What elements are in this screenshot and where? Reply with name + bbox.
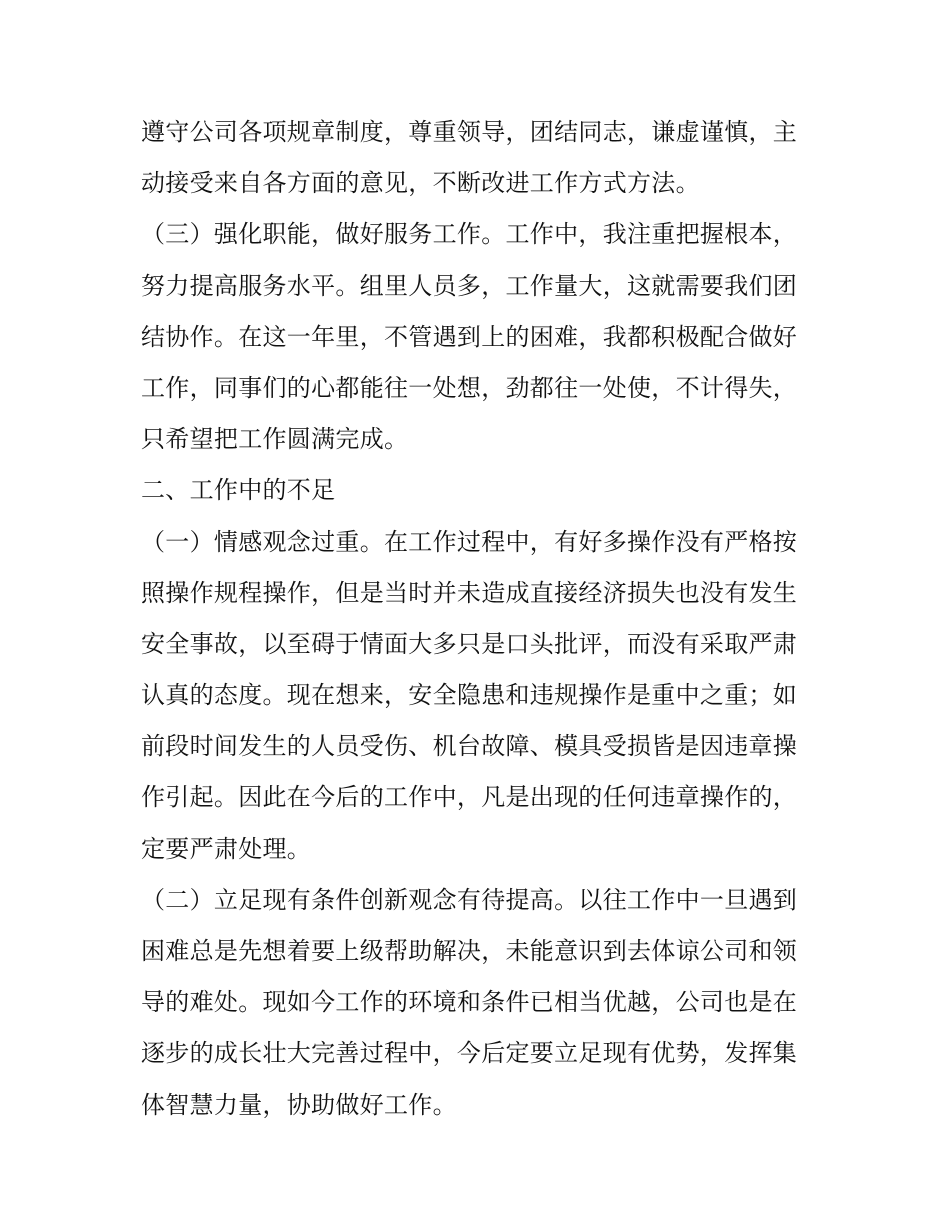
text-line-9: （一）情感观念过重。在工作过程中，有好多操作没有严格按 [141,527,798,556]
text-line-1: 遵守公司各项规章制度，尊重领导，团结同志，谦虚谨慎，主 [141,118,798,146]
text-line-20: 体智慧力量，协助做好工作。 [141,1090,457,1119]
text-line-2: 动接受来自各方面的意见，不断改进工作方式方法。 [141,169,700,198]
text-line-3: （三）强化职能，做好服务工作。工作中，我注重把握根本， [141,220,798,249]
text-line-10: 照操作规程操作，但是当时并未造成直接经济损失也没有发生 [141,578,798,607]
document-body [141,107,821,1131]
text-line-6: 工作，同事们的心都能往一处想，劲都往一处使，不计得失， [141,373,798,402]
text-line-13: 前段时间发生的人员受伤、机台故障、模具受损皆是因违章操 [141,732,798,761]
text-line-19: 逐步的成长壮大完善过程中，今后定要立足现有优势，发挥集 [141,1039,798,1068]
text-line-18: 导的难处。现如今工作的环境和条件已相当优越，公司也是在 [141,988,798,1017]
text-line-16: （二）立足现有条件创新观念有待提高。以往工作中一旦遇到 [141,885,798,914]
text-line-17: 困难总是先想着要上级帮助解决，未能意识到去体谅公司和领 [141,937,798,965]
text-line-7: 只希望把工作圆满完成。 [141,425,409,454]
text-line-14: 作引起。因此在今后的工作中，凡是出现的任何违章操作的， [141,783,798,812]
text-line-11: 安全事故，以至碍于情面大多只是口头批评，而没有采取严肃 [141,629,798,658]
text-line-15: 定要严肃处理。 [141,834,312,863]
text-line-12: 认真的态度。现在想来，安全隐患和违规操作是重中之重；如 [141,681,798,710]
text-line-5: 结协作。在这一年里，不管遇到上的困难，我都积极配合做好 [141,322,798,351]
text-line-4: 努力提高服务水平。组里人员多，工作量大，这就需要我们团 [141,271,798,300]
section-heading: 二、工作中的不足 [141,476,336,505]
